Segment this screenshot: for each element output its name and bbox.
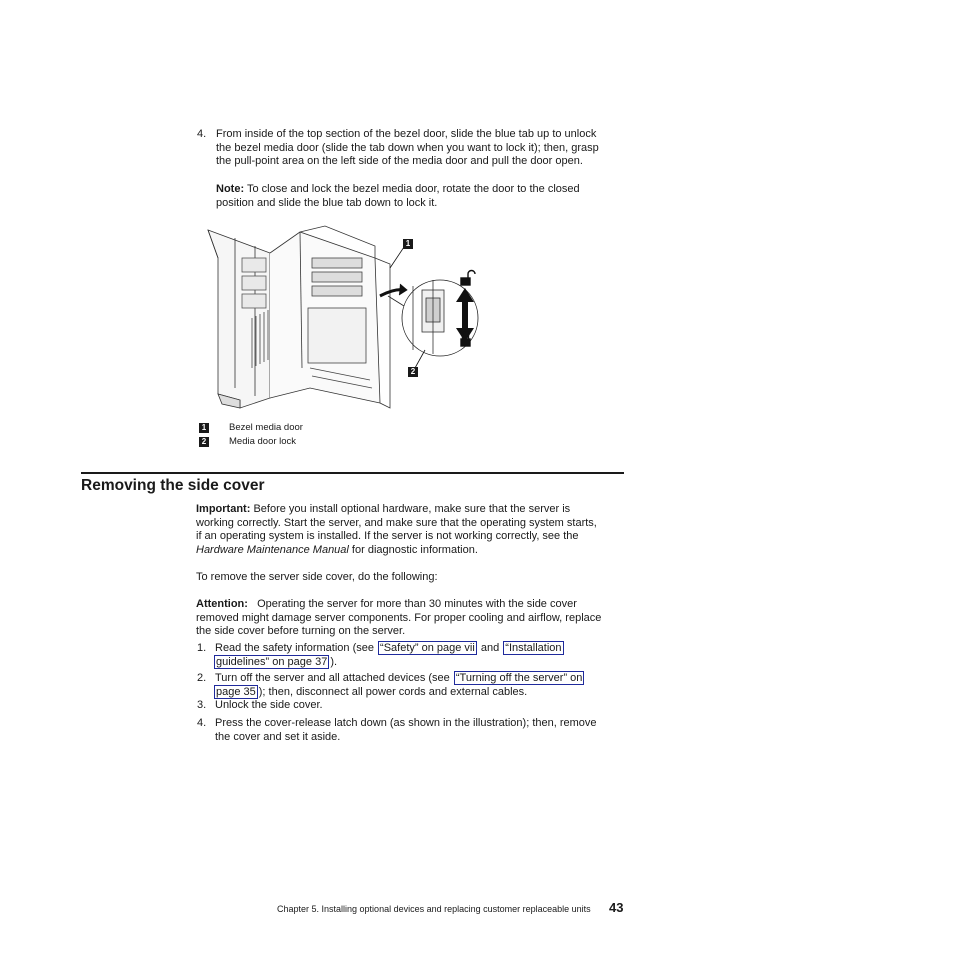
important-text: for diagnostic information. [348,543,478,556]
step-number: 4. [197,128,207,140]
intro-text: To remove the server side cover, do the following: [196,571,438,583]
legend-callout: 2 [199,437,209,447]
step-text: Turn off the server and all attached devices (see [215,672,453,684]
legend-item [199,422,399,436]
manual-title: Hardware Maintenance Manual [196,543,349,556]
section-heading: Removing the side cover [81,477,265,494]
step-text: Read the safety information (see [215,642,378,654]
attention-block [196,598,626,639]
step-text: and [477,642,503,654]
attention-text: removed might damage server components. For proper cooling and airflow, replace [196,611,602,624]
legend-item [199,436,399,450]
step-line: From inside of the top section of the bezel door, slide the blue tab up to unlock [216,128,597,140]
footer-chapter: Chapter 5. Installing optional devices and replacing customer replaceable units [277,904,591,914]
attention-label: Attention: [196,598,248,610]
step-line: the pull-point area on the left side of the media door and pull the door open. [216,155,583,168]
important-text: working correctly. Start the server, and make sure that the operating system starts, [196,516,597,529]
installation-guidelines-link[interactable]: “Installation [505,642,562,654]
note-text: To close and lock the bezel media door, rotate the door to the closed [246,183,580,195]
step-text: Press the cover-release latch down (as shown in the illustration); then, remove [215,717,597,729]
installation-guidelines-link-cont[interactable]: guidelines” on page 37 [216,655,328,668]
callout-1: 1 [403,239,413,249]
legend-text: Media door lock [229,436,297,447]
list-item [197,642,627,670]
important-text: if an operating system is installed. If the server is not working correctly, see the [196,530,579,543]
figure-legend [199,422,399,450]
section-rule [81,472,624,474]
step-text: ); then, disconnect all power cords and external cables. [258,685,528,698]
turning-off-server-link-cont[interactable]: page 35 [216,685,256,698]
callout-2: 2 [408,367,418,377]
step-number: 3. [197,699,207,711]
step-text: ). [330,655,338,668]
step-number: 2. [197,672,207,684]
step-4-top [197,128,637,169]
safety-link[interactable]: “Safety” on page vii [380,642,475,654]
list-item [197,717,627,745]
note-label: Note: [216,183,245,195]
page-number: 43 [609,900,624,915]
steps-list [197,642,627,745]
legend-text: Bezel media door [229,422,303,433]
turning-off-server-link[interactable]: “Turning off the server” on [455,672,583,684]
legend-callout: 1 [199,423,209,433]
important-text: Before you install optional hardware, make sure that the server is [253,503,571,515]
important-label: Important: [196,503,251,515]
step-line: the bezel media door (slide the tab down when you want to lock it); then, grasp [216,141,599,154]
attention-text: the side cover before turning on the server. [196,625,406,638]
attention-text: Operating the server for more than 30 minutes with the side cover [257,598,577,610]
step-text: the cover and set it aside. [215,730,341,743]
step-number: 1. [197,642,207,654]
step-number: 4. [197,717,207,729]
note-text: position and slide the blue tab down to lock it. [216,196,438,209]
server-illustration [200,218,510,413]
note-block [216,183,636,210]
unlock-icon [461,271,475,286]
important-block [196,503,626,557]
step-text: Unlock the side cover. [215,699,323,711]
list-item [197,699,627,716]
